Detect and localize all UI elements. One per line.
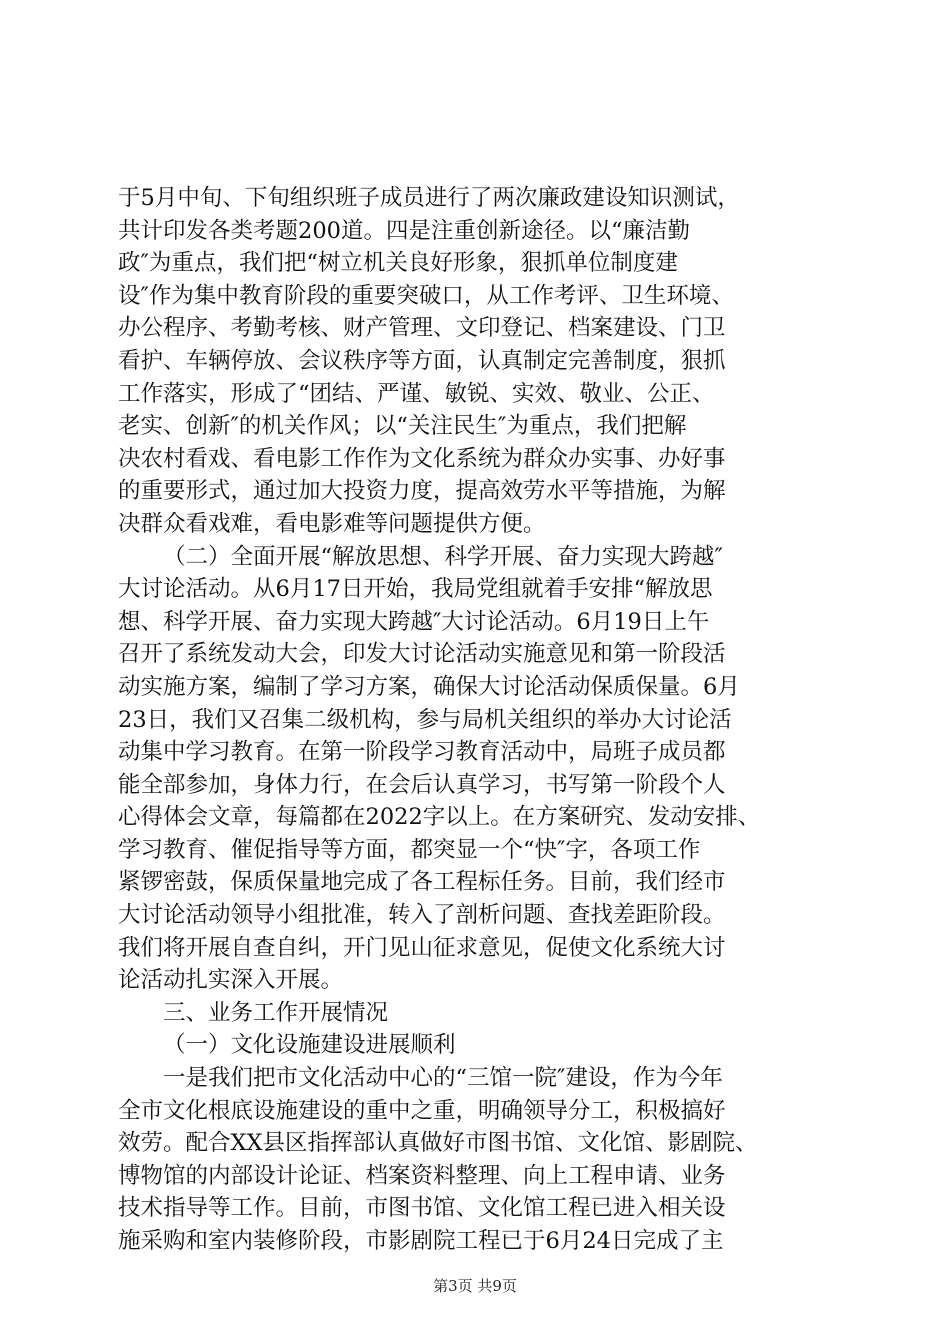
text-line: 于5月中旬、下旬组织班子成员进行了两次廉政建设知识测试， bbox=[118, 185, 740, 211]
text-line: 大讨论活动。从6月17日开始，我局党组就着手安排“解放思 bbox=[118, 576, 713, 603]
text-line: 办公程序、考勤考核、财产管理、文印登记、档案建设、门卫 bbox=[118, 315, 726, 342]
text-line: 动集中学习教育。在第一阶段学习教育活动中，局班子成员都 bbox=[118, 739, 726, 766]
text-line: 技术指导等工作。目前，市图书馆、文化馆工程已进入相关设 bbox=[118, 1195, 726, 1222]
text-line: 想、科学开展、奋力实现大跨越″大讨论活动。6月19日上午 bbox=[118, 608, 710, 635]
text-line: 设″作为集中教育阶段的重要突破口，从工作考评、卫生环境、 bbox=[118, 282, 734, 309]
text-line: 的重要形式，通过加大投资力度，提高效劳水平等措施，为解 bbox=[118, 478, 726, 505]
text-line: 全市文化根底设施建设的重中之重，明确领导分工，积极搞好 bbox=[118, 1097, 726, 1124]
text-line: 三、业务工作开展情况 bbox=[163, 999, 389, 1026]
text-line: 工作落实，形成了“团结、严谨、敏锐、实效、敬业、公正、 bbox=[118, 380, 715, 407]
text-line: 召开了系统发动大会，印发大讨论活动实施意见和第一阶段活 bbox=[118, 641, 726, 668]
text-line: 23日，我们又召集二级机构，参与局机关组织的举办大讨论活 bbox=[118, 706, 732, 733]
text-line: 学习教育、催促指导等方面，都突显一个“快″字，各项工作 bbox=[118, 836, 701, 863]
text-line: 决农村看戏、看电影工作作为文化系统为群众办实事、办好事 bbox=[118, 445, 726, 472]
text-line: 博物馆的内部设计论证、档案资料整理、向上工程申请、业务 bbox=[118, 1162, 726, 1189]
text-line: （二）全面开展“解放思想、科学开展、奋力实现大跨越″ bbox=[163, 543, 723, 570]
text-line: 共计印发各类考题200道。四是注重创新途径。以“廉洁勤 bbox=[118, 217, 690, 244]
document-body bbox=[118, 182, 838, 1258]
text-line: （一）文化设施建设进展顺利 bbox=[163, 1032, 456, 1059]
text-line: 政″为重点，我们把“树立机关良好形象，狠抓单位制度建 bbox=[118, 250, 678, 277]
text-line: 紧锣密鼓，保质保量地完成了各工程标任务。目前，我们经市 bbox=[118, 869, 726, 896]
text-line: 决群众看戏难，看电影难等问题提供方便。 bbox=[118, 510, 546, 537]
text-line: 看护、车辆停放、会议秩序等方面，认真制定完善制度，狠抓 bbox=[118, 347, 726, 374]
text-line: 动实施方案，编制了学习方案，确保大讨论活动保质保量。6月 bbox=[118, 673, 740, 700]
text-line: 论活动扎实深入开展。 bbox=[118, 967, 344, 994]
text-line: 老实、创新″的机关作风；以“关注民生″为重点，我们把解 bbox=[118, 413, 687, 440]
text-line: 施采购和室内装修阶段，市影剧院工程已于6月24日完成了主 bbox=[118, 1228, 724, 1254]
text-line: 我们将开展自查自纠，开门见山征求意见，促使文化系统大讨 bbox=[118, 934, 726, 961]
text-line: 效劳。配合XX县区指挥部认真做好市图书馆、文化馆、影剧院、 bbox=[118, 1130, 758, 1157]
text-line: 大讨论活动领导小组批准，转入了剖析问题、查找差距阶段。 bbox=[118, 902, 726, 929]
text-line: 能全部参加，身体力行，在会后认真学习，书写第一阶段个人 bbox=[118, 771, 726, 798]
page-footer: 第3页 共9页 bbox=[433, 1277, 517, 1295]
text-line: 心得体会文章，每篇都在2022字以上。在方案研究、发动安排、 bbox=[118, 804, 761, 831]
text-line: 一是我们把市文化活动中心的“三馆一院″建设，作为今年 bbox=[163, 1065, 723, 1092]
